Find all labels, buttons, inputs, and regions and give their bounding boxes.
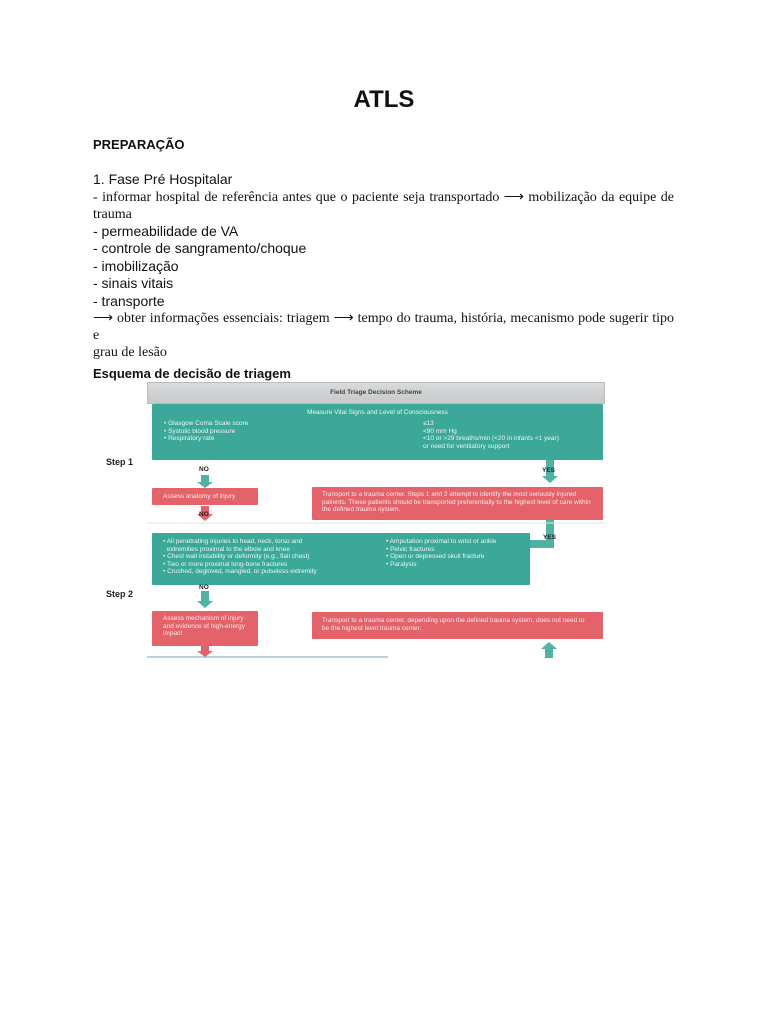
anatomy-right-list [386, 538, 496, 568]
vitals-right-list [423, 420, 559, 450]
figure-heading: Esquema de decisão de triagem [93, 366, 291, 381]
arrow-down-red [197, 646, 213, 657]
no-label-3: NO [199, 584, 209, 591]
info-line-2: grau de lesão [93, 345, 167, 360]
anatomy-box [152, 533, 530, 585]
info-line-1: ⟶ obter informações essenciais: triagem ⟶ tempo do trauma, história, mecanismo pode sugerir tipo e [93, 311, 674, 343]
document-body [93, 171, 674, 361]
anatomy-item-penetrating: • All penetrating injuries to head, neck, torso and [163, 538, 303, 545]
inform-line [93, 189, 674, 223]
transport-line: - transporte [93, 292, 165, 309]
transport-center-text: Transport to a trauma center, depending upon the defined trauma system, does not need to be the highest level trauma center. [322, 617, 585, 632]
step-1-label: Step 1 [106, 457, 134, 467]
vitals-line: - sinais vitais [93, 275, 174, 291]
inform-line-2: trauma [93, 206, 132, 222]
no-label-1: NO [199, 466, 209, 473]
triage-flowchart [100, 380, 610, 662]
anatomy-item-skull: • Open or depressed skull fracture [386, 553, 485, 561]
vitals-value-gcs: ≤13 [423, 420, 434, 427]
vitals-value-sbp: <90 mm Hg [423, 427, 457, 435]
anatomy-item-chest-wall: • Chest wall instability or deformity (e.g., flail chest) [163, 553, 310, 561]
yes-label-2: YES [543, 534, 557, 541]
vitals-value-rr: <10 or >29 breaths/min (<20 in infants <1 year) [423, 435, 559, 443]
bleeding-line: - controle de sangramento/choque [93, 240, 307, 256]
inform-line-1: - informar hospital de referência antes que o paciente seja transportado ⟶ mobilização da equipe de [93, 189, 674, 205]
assess-anatomy-box [152, 488, 258, 505]
anatomy-item-crushed: • Crushed, degloved, mangled, or pulseless extremity [163, 568, 317, 576]
transport-center-box [312, 612, 603, 639]
vitals-item-sbp: • Systolic blood pressure [164, 427, 236, 435]
anatomy-item-pelvic: • Pelvic fractures [386, 545, 435, 553]
yes-label-1: YES [542, 467, 556, 474]
immobilization-line: - imobilização [93, 257, 179, 274]
anatomy-item-long-bone: • Two or more proximal long-bone fractures [163, 560, 288, 568]
vitals-left-list [164, 420, 248, 443]
flowchart-title: Field Triage Decision Scheme [147, 382, 605, 404]
airway-line: - permeabilidade de VA [93, 222, 239, 239]
no-label-2: NO [199, 511, 209, 518]
arrow-up-teal [541, 642, 557, 658]
arrow-no-3 [197, 591, 213, 608]
section-heading: PREPARAÇÃO [93, 137, 185, 152]
vitals-value-support: or need for ventilatory support [423, 442, 510, 450]
vitals-box-heading: Measure Vital Signs and Level of Consciousness [307, 409, 448, 416]
phase-line: 1. Fase Pré Hospitalar [93, 171, 233, 187]
anatomy-item-extremities: extremities proximal to the elbow and knee [163, 545, 290, 553]
arrow-no-1 [197, 475, 213, 488]
transport-steps-text: Transport to a trauma center. Steps 1 and 2 attempt to identify the most seriously injured patients. These patients should be transported preferentially to the highest level of care within the defined trauma system. [322, 491, 591, 514]
vitals-item-rr: • Respiratory rate [164, 435, 215, 443]
anatomy-left-list [163, 538, 317, 576]
page-title: ATLS [353, 86, 415, 113]
assess-anatomy-text: Assess anatomy of injury [163, 493, 236, 500]
anatomy-item-amputation: • Amputation proximal to wrist or ankle [386, 538, 497, 545]
transport-steps-box [312, 487, 603, 520]
assess-mechanism-box [152, 611, 258, 646]
info-line [93, 310, 674, 361]
step-2-label: Step 2 [106, 589, 134, 599]
assess-mechanism-text: Assess mechanism of injury and evidence of high-energy impact [163, 615, 246, 638]
anatomy-item-paralysis: • Paralysis [386, 560, 417, 568]
vitals-item-gcs: • Glasgow Coma Scale score [164, 420, 249, 427]
vitals-box [152, 404, 603, 460]
